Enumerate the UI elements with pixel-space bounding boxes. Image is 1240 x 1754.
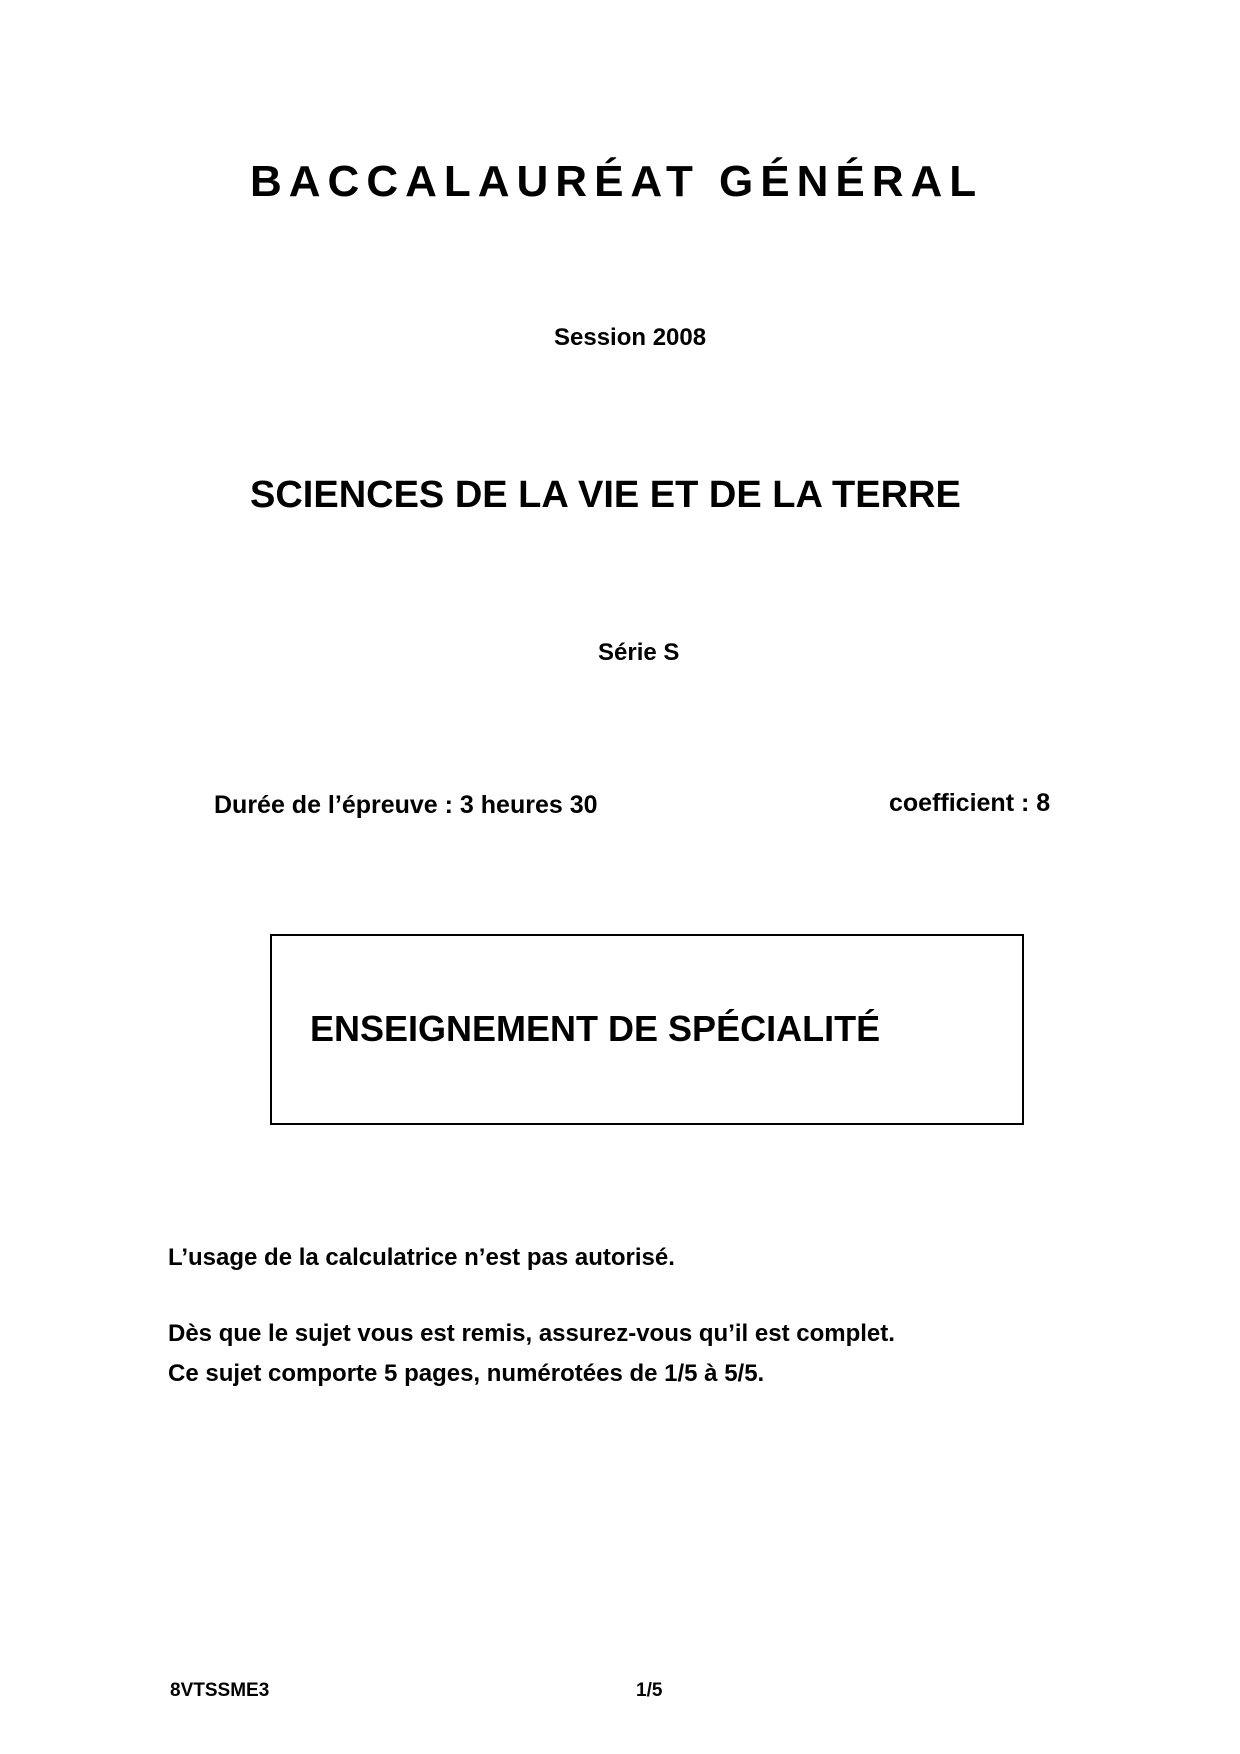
session-year: Session 2008	[554, 324, 707, 351]
exam-title: BACCALAURÉAT GÉNÉRAL	[250, 157, 984, 206]
exam-coefficient: coefficient : 8	[889, 789, 1051, 817]
specialty-label: ENSEIGNEMENT DE SPÉCIALITÉ	[310, 1008, 881, 1049]
exam-duration: Durée de l’épreuve : 3 heures 30	[214, 791, 598, 819]
exam-code: 8VTSSME3	[170, 1680, 270, 1701]
series-label: Série S	[598, 639, 680, 666]
page-number: 1/5	[636, 1680, 663, 1701]
completeness-notice: Dès que le sujet vous est remis, assurez-vous qu’il est complet.	[168, 1320, 895, 1347]
page-count-notice: Ce sujet comporte 5 pages, numérotées de 1/5 à 5/5.	[168, 1360, 765, 1387]
calculator-notice: L’usage de la calculatrice n’est pas autorisé.	[168, 1244, 675, 1271]
subject-title: SCIENCES DE LA VIE ET DE LA TERRE	[250, 474, 961, 516]
